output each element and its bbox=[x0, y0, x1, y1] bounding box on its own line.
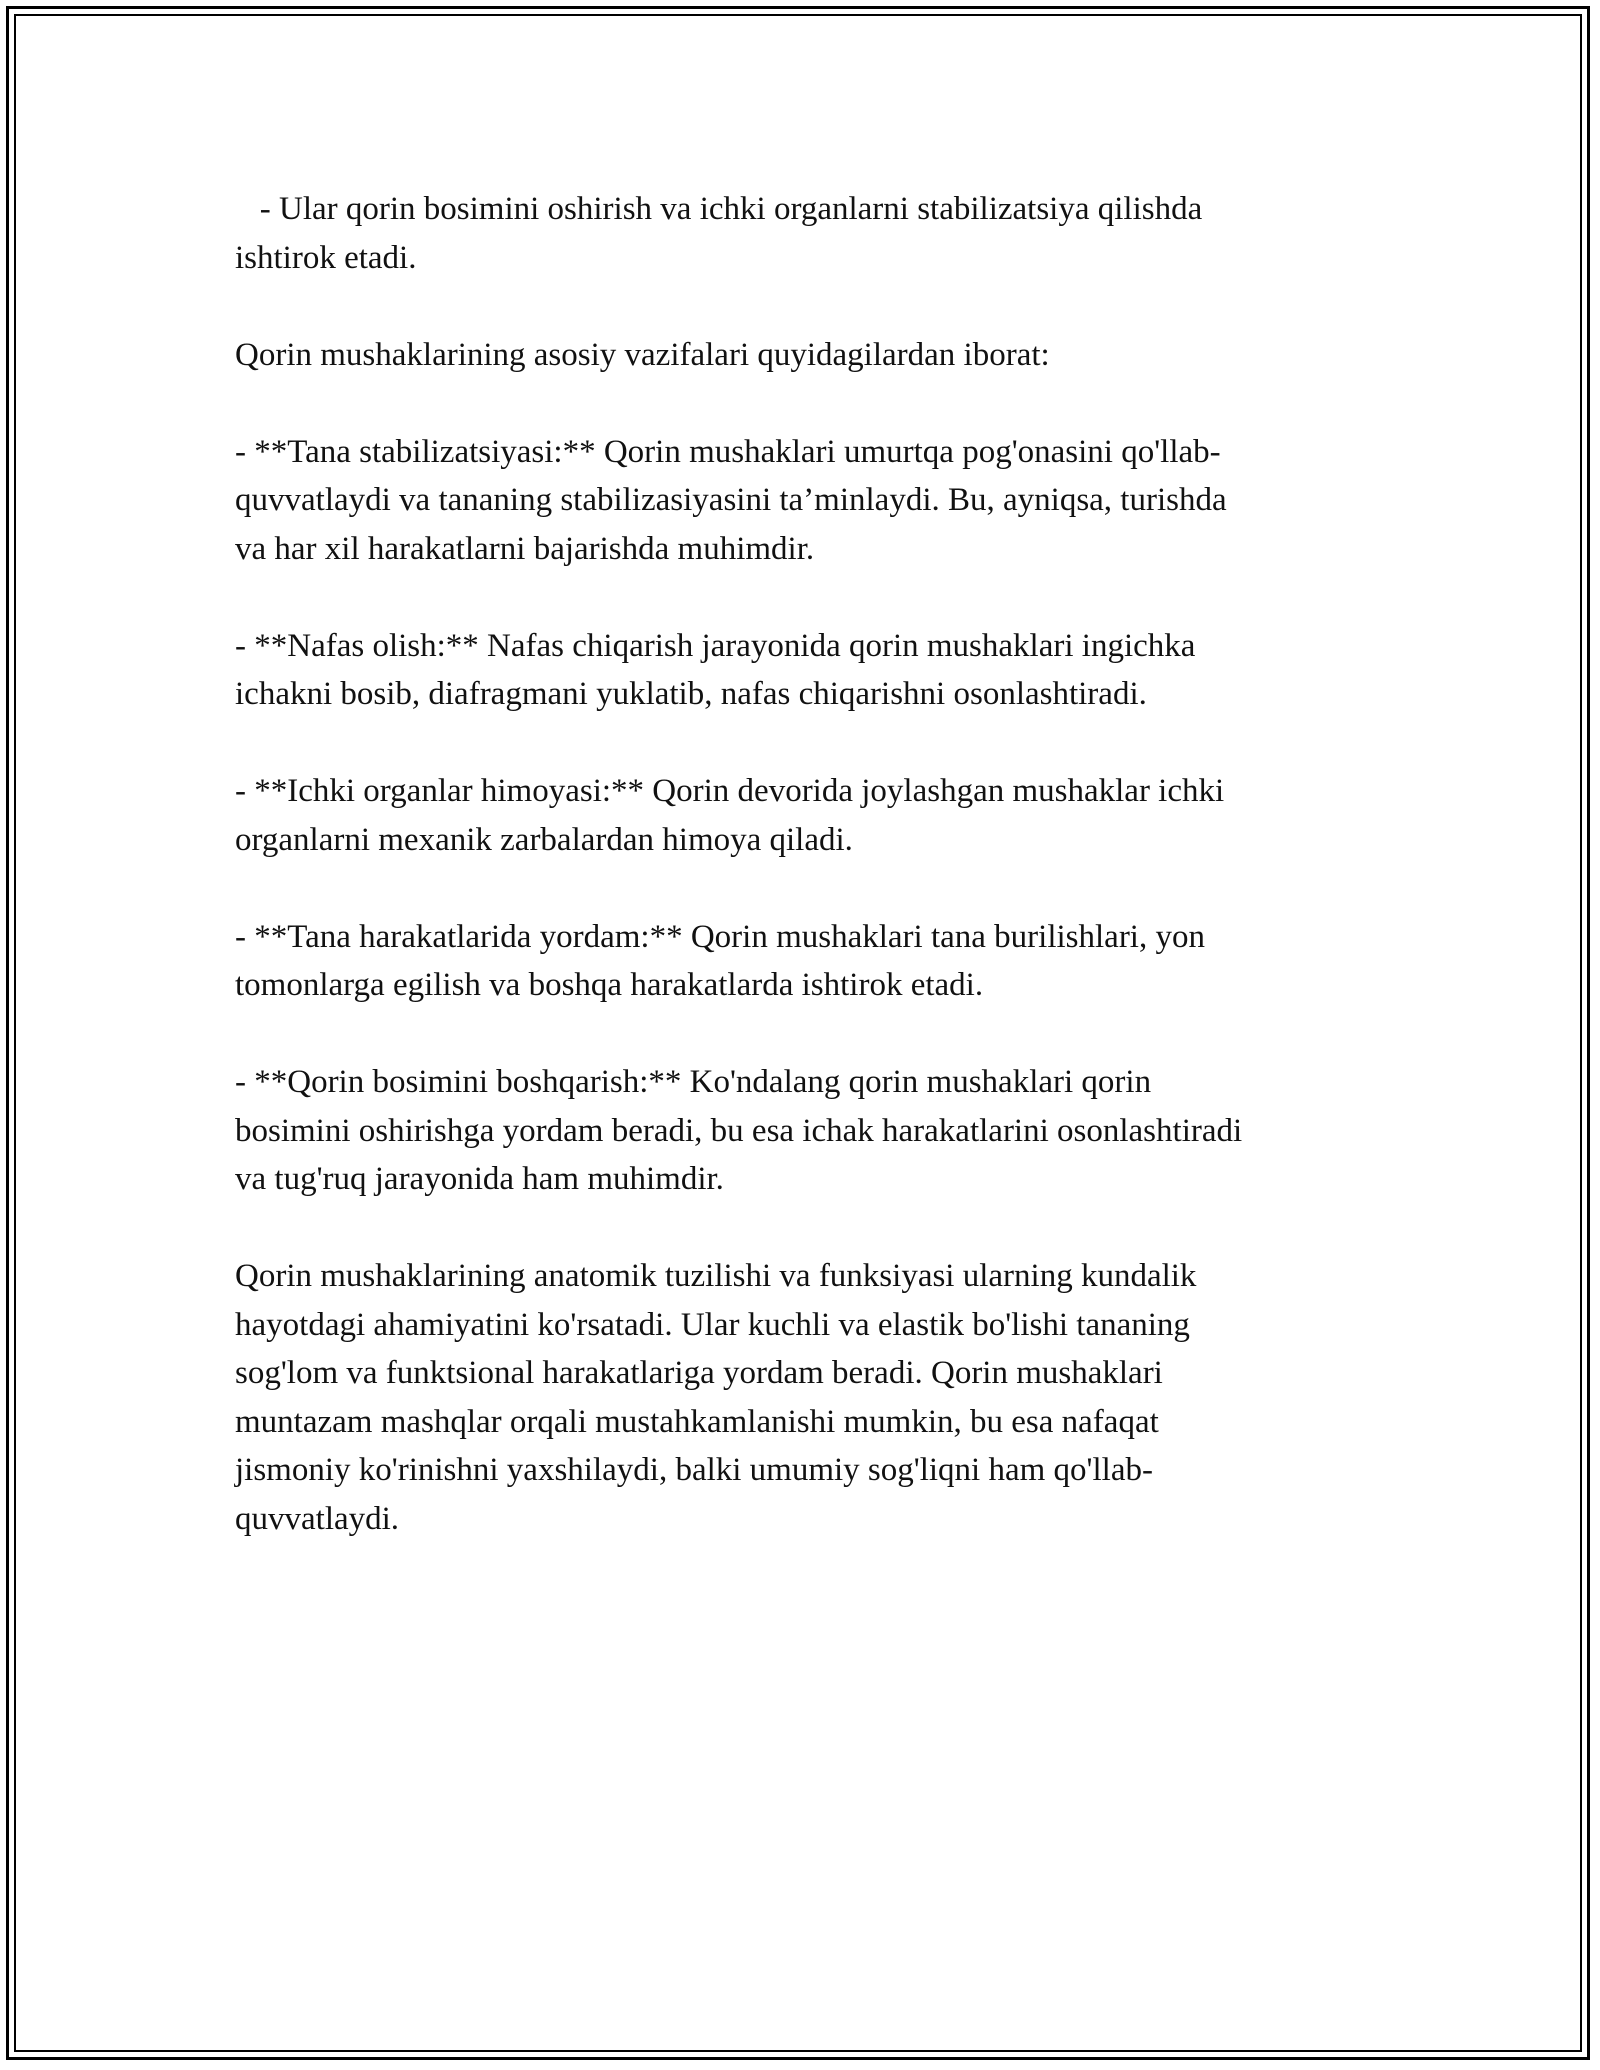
paragraph-functions-intro: Qorin mushaklarining asosiy vazifalari quyidagilardan iborat: bbox=[235, 336, 1050, 373]
list-item-organ-protection: - **Ichki organlar himoyasi:** Qorin devorida joylashgan mushaklar ichki organlarni mexanik zarbalardan himoya qiladi. bbox=[235, 773, 1225, 858]
list-item-body-stabilization: - **Tana stabilizatsiyasi:** Qorin mushaklari umurtqa pog'onasini qo'llab- quvvatlaydi va tananing stabilizasiyasini ta’minlaydi. Bu, ayniqsa, turishda va har xil harakatlarni bajarishda muhimdir. bbox=[235, 433, 1227, 567]
list-item-breathing: - **Nafas olish:** Nafas chiqarish jarayonida qorin mushaklari ingichka ichakni bosib, diafragmani yuklatib, nafas chiqarishni osonlashtiradi. bbox=[235, 627, 1196, 712]
list-item-body-movements: - **Tana harakatlarida yordam:** Qorin mushaklari tana burilishlari, yon tomonlarga egilish va boshqa harakatlarda ishtirok etadi. bbox=[235, 918, 1205, 1003]
list-item-pressure-control: - **Qorin bosimini boshqarish:** Ko'ndalang qorin mushaklari qorin bosimini oshirishga yordam beradi, bu esa ichak harakatlarini osonlashtiradi va tug'ruq jarayonida ham muhimdir. bbox=[235, 1064, 1243, 1197]
document-body bbox=[235, 185, 1375, 1543]
paragraph-conclusion: Qorin mushaklarining anatomik tuzilishi va funksiyasi ularning kundalik hayotdagi ahamiyatini ko'rsatadi. Ular kuchli va elastik bo'lishi tananing sog'lom va funktsional harakatlariga yordam beradi. Qorin mushaklari muntazam mashqlar orqali mustahkamlanishi mumkin, bu esa nafaqat jismoniy ko'rinishni yaxshilaydi, balki umumiy sog'liqni ham qo'llab- quvvatlaydi. bbox=[235, 1258, 1197, 1537]
paragraph-intra-abdominal-pressure: - Ular qorin bosimini oshirish va ichki organlarni stabilizatsiya qilishda ishtirok etadi. bbox=[235, 191, 1203, 276]
